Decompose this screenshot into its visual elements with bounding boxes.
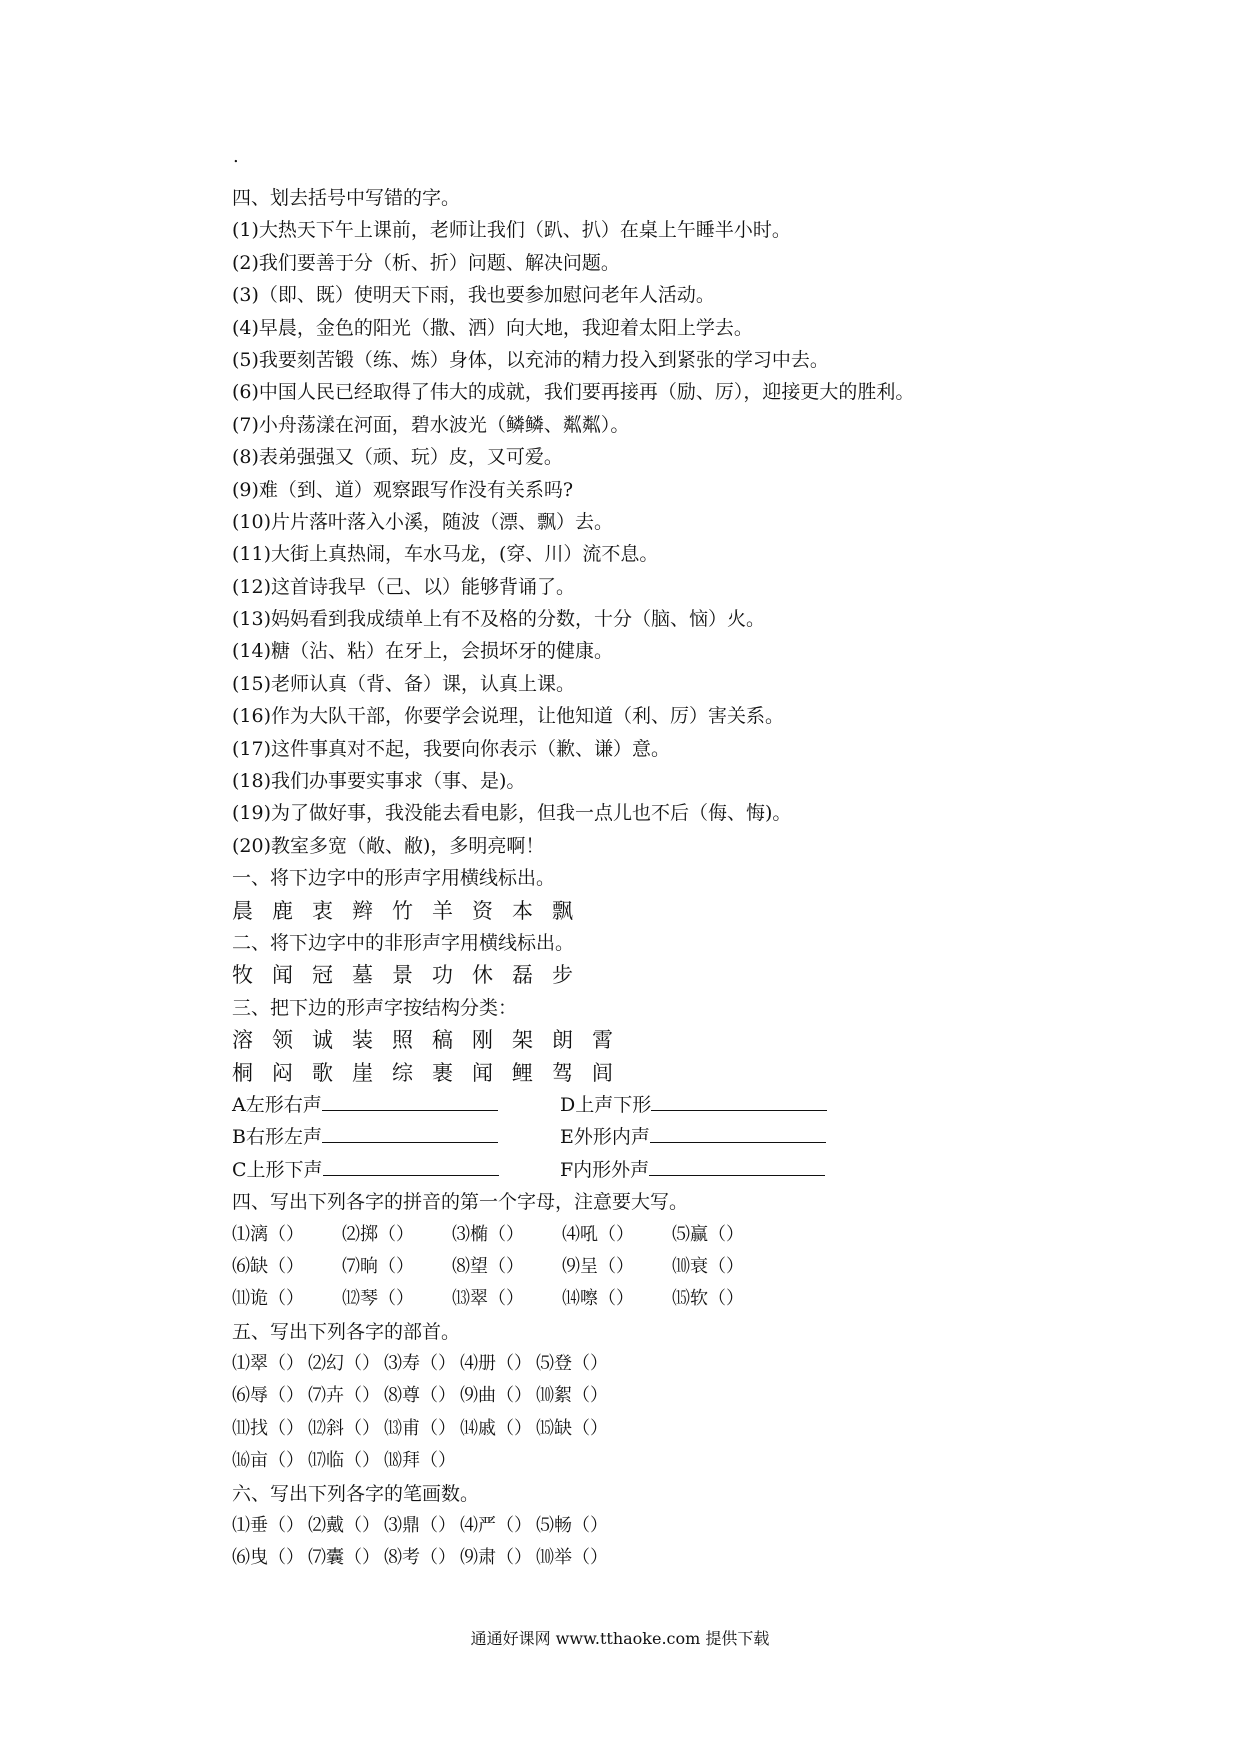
item-row bbox=[232, 1542, 1132, 1574]
fill-item: ⑵掷（） bbox=[342, 1223, 414, 1245]
fill-item: ⑿斜（） bbox=[308, 1417, 380, 1439]
fill-item: ⑴漓（） bbox=[232, 1223, 304, 1245]
char: 功 bbox=[432, 963, 453, 988]
section-title-phono-semantic: 一、将下边字中的形声字用横线标出。 bbox=[232, 867, 556, 890]
char: 驾 bbox=[552, 1060, 573, 1085]
fill-item: ⒁嚓（） bbox=[562, 1288, 634, 1310]
char: 墓 bbox=[352, 963, 373, 988]
question-item: (10)片片落叶落入小溪，随波（漂、飘）去。 bbox=[232, 510, 614, 533]
char: 刚 bbox=[472, 1028, 493, 1053]
char: 歌 bbox=[312, 1060, 333, 1085]
item-row bbox=[232, 1413, 1132, 1445]
char: 架 bbox=[512, 1028, 533, 1053]
fill-item: ⑺囊（） bbox=[308, 1547, 380, 1569]
item-row bbox=[232, 1251, 1132, 1283]
fill-item: ⑶寿（） bbox=[384, 1353, 456, 1375]
char: 鹿 bbox=[272, 898, 293, 923]
fill-item: ⑸登（） bbox=[536, 1353, 608, 1375]
top-mark: . bbox=[233, 146, 239, 167]
fill-item: ⑸赢（） bbox=[672, 1223, 744, 1245]
question-item: (13)妈妈看到我成绩单上有不及格的分数，十分（脑、恼）火。 bbox=[232, 608, 766, 631]
char: 冠 bbox=[312, 963, 333, 988]
question-item: (20)教室多宽（敞、敝)，多明亮啊！ bbox=[232, 834, 545, 857]
char: 景 bbox=[392, 963, 413, 988]
char: 闻 bbox=[272, 963, 293, 988]
section-title-wrong-chars: 四、划去括号中写错的字。 bbox=[232, 187, 461, 209]
answer-blank[interactable] bbox=[649, 1155, 825, 1176]
category-label: F内形外声 bbox=[560, 1158, 650, 1181]
question-item: (8)表弟强强又（顽、玩）皮，又可爱。 bbox=[232, 446, 563, 469]
char: 稿 bbox=[432, 1028, 453, 1053]
category-label: A左形右声 bbox=[232, 1093, 322, 1116]
fill-item: ⒀翠（） bbox=[452, 1288, 524, 1310]
fill-item: ⑴垂（） bbox=[232, 1515, 304, 1537]
fill-item: ⑸畅（） bbox=[536, 1515, 608, 1537]
question-item: (2)我们要善于分（析、折）问题、解决问题。 bbox=[232, 251, 620, 274]
fill-item: ⒅拜（） bbox=[384, 1450, 456, 1472]
question-item: (7)小舟荡漾在河面，碧水波光（鳞鳞、粼粼）。 bbox=[232, 413, 630, 436]
fill-item: ⑹辱（） bbox=[232, 1385, 304, 1407]
question-item: (16)作为大队干部，你要学会说理，让他知道（利、厉）害关系。 bbox=[232, 705, 785, 728]
fill-item: ⑻望（） bbox=[452, 1255, 524, 1277]
char: 磊 bbox=[512, 963, 533, 988]
char: 领 bbox=[272, 1028, 293, 1053]
char: 闻 bbox=[472, 1060, 493, 1085]
section-title-stroke-count: 六、写出下列各字的笔画数。 bbox=[232, 1482, 480, 1505]
fill-item: ⑾诡（） bbox=[232, 1288, 304, 1310]
section-title-non-phono-semantic: 二、将下边字中的非形声字用横线标出。 bbox=[232, 931, 575, 954]
question-item: (4)早晨，金色的阳光（撒、洒）向大地，我迎着太阳上学去。 bbox=[232, 316, 753, 339]
fill-item: ⑽举（） bbox=[536, 1547, 608, 1569]
answer-blank[interactable] bbox=[651, 1090, 827, 1111]
char: 辫 bbox=[352, 898, 373, 923]
section-title-pinyin-initial: 四、写出下列各字的拼音的第一个字母，注意要大写。 bbox=[232, 1191, 689, 1214]
fill-item: ⑼呈（） bbox=[562, 1255, 634, 1277]
fill-item: ⑽絮（） bbox=[536, 1385, 608, 1407]
char: 衷 bbox=[312, 898, 333, 923]
fill-item: ⑻尊（） bbox=[384, 1385, 456, 1407]
fill-item: ⑺卉（） bbox=[308, 1385, 380, 1407]
item-row bbox=[232, 1348, 1132, 1380]
char: 朗 bbox=[552, 1028, 573, 1053]
answer-blank[interactable] bbox=[322, 1122, 498, 1143]
fill-item: ⑻考（） bbox=[384, 1547, 456, 1569]
char: 休 bbox=[472, 963, 493, 988]
section-title-structure-classify: 三、把下边的形声字按结构分类： bbox=[232, 996, 518, 1019]
fill-item: ⑷严（） bbox=[460, 1515, 532, 1537]
char: 步 bbox=[552, 963, 573, 988]
item-row bbox=[232, 1510, 1132, 1542]
char-row bbox=[232, 959, 1132, 991]
question-item: (11)大街上真热闹，车水马龙，(穿、川）流不息。 bbox=[232, 543, 659, 566]
item-row bbox=[232, 1283, 1132, 1315]
char: 桐 bbox=[232, 1060, 253, 1085]
fill-item: ⑿琴（） bbox=[342, 1288, 414, 1310]
char: 诚 bbox=[312, 1028, 333, 1053]
category-label: D上声下形 bbox=[560, 1093, 652, 1116]
char-row bbox=[232, 1057, 1132, 1089]
question-item: (9)难（到、道）观察跟写作没有关系吗? bbox=[232, 478, 574, 501]
question-item: (19)为了做好事，我没能去看电影，但我一点儿也不后（侮、悔)。 bbox=[232, 802, 792, 825]
char: 霄 bbox=[592, 1028, 613, 1053]
answer-blank[interactable] bbox=[650, 1122, 826, 1143]
category-label: B右形左声 bbox=[232, 1126, 322, 1149]
char: 鲤 bbox=[512, 1060, 533, 1085]
fill-item: ⒀甫（） bbox=[384, 1417, 456, 1439]
question-item: (15)老师认真（背、备）课，认真上课。 bbox=[232, 672, 576, 695]
question-item: (12)这首诗我早（己、以）能够背诵了。 bbox=[232, 575, 576, 598]
fill-item: ⒄临（） bbox=[308, 1450, 380, 1472]
fill-item: ⑵戴（） bbox=[308, 1515, 380, 1537]
category-row bbox=[232, 1089, 1132, 1121]
fill-item: ⑶椭（） bbox=[452, 1223, 524, 1245]
fill-item: ⑷册（） bbox=[460, 1353, 532, 1375]
question-item: (1)大热天下午上课前，老师让我们（趴、扒）在桌上午睡半小时。 bbox=[232, 219, 791, 242]
char: 闾 bbox=[592, 1060, 613, 1085]
fill-item: ⑷吼（） bbox=[562, 1223, 634, 1245]
char: 闷 bbox=[272, 1060, 293, 1085]
fill-item: ⑾找（） bbox=[232, 1417, 304, 1439]
char: 羊 bbox=[432, 898, 453, 923]
fill-item: ⒁戚（） bbox=[460, 1417, 532, 1439]
item-row bbox=[232, 1380, 1132, 1412]
fill-item: ⑹曳（） bbox=[232, 1547, 304, 1569]
char: 装 bbox=[352, 1028, 373, 1053]
question-item: (3)（即、既）使明天下雨，我也要参加慰问老年人活动。 bbox=[232, 284, 715, 307]
fill-item: ⑺晌（） bbox=[342, 1255, 414, 1277]
char: 牧 bbox=[232, 963, 253, 988]
char: 照 bbox=[392, 1028, 413, 1053]
fill-item: ⑼肃（） bbox=[460, 1547, 532, 1569]
char: 崖 bbox=[352, 1060, 373, 1085]
section-title-radical: 五、写出下列各字的部首。 bbox=[232, 1320, 461, 1343]
category-label: C上形下声 bbox=[232, 1158, 323, 1181]
category-row bbox=[232, 1154, 1132, 1186]
answer-blank[interactable] bbox=[322, 1090, 498, 1111]
question-item: (6)中国人民已经取得了伟大的成就，我们要再接再（励、厉），迎接更大的胜利。 bbox=[232, 381, 915, 404]
question-item: (17)这件事真对不起，我要向你表示（歉、谦）意。 bbox=[232, 737, 671, 760]
answer-blank[interactable] bbox=[323, 1155, 499, 1176]
worksheet-content bbox=[232, 182, 1132, 1575]
char: 资 bbox=[472, 898, 493, 923]
footer-source: 通通好课网 www.tthaoke.com 提供下载 bbox=[470, 1629, 770, 1648]
fill-item: ⑽衰（） bbox=[672, 1255, 744, 1277]
char-row bbox=[232, 895, 1132, 927]
char: 晨 bbox=[232, 898, 253, 923]
fill-item: ⒂软（） bbox=[672, 1288, 744, 1310]
item-row bbox=[232, 1219, 1132, 1251]
char: 竹 bbox=[392, 898, 413, 923]
fill-item: ⑼曲（） bbox=[460, 1385, 532, 1407]
question-item: (14)糖（沾、粘）在牙上，会损坏牙的健康。 bbox=[232, 640, 614, 663]
category-row bbox=[232, 1121, 1132, 1153]
question-item: (5)我要刻苦锻（练、炼）身体，以充沛的精力投入到紧张的学习中去。 bbox=[232, 348, 829, 371]
fill-item: ⑶鼎（） bbox=[384, 1515, 456, 1537]
char: 综 bbox=[392, 1060, 413, 1085]
char: 本 bbox=[512, 898, 533, 923]
category-label: E外形内声 bbox=[560, 1126, 650, 1149]
fill-item: ⑴翠（） bbox=[232, 1353, 304, 1375]
question-item: (18)我们办事要实事求（事、是)。 bbox=[232, 770, 526, 793]
char: 裹 bbox=[432, 1060, 453, 1085]
char-row bbox=[232, 1024, 1132, 1056]
item-row bbox=[232, 1445, 1132, 1477]
fill-item: ⒂缺（） bbox=[536, 1417, 608, 1439]
char: 飘 bbox=[552, 898, 573, 923]
fill-item: ⒃亩（） bbox=[232, 1450, 304, 1472]
fill-item: ⑹缺（） bbox=[232, 1255, 304, 1277]
char: 溶 bbox=[232, 1028, 253, 1053]
fill-item: ⑵幻（） bbox=[308, 1353, 380, 1375]
